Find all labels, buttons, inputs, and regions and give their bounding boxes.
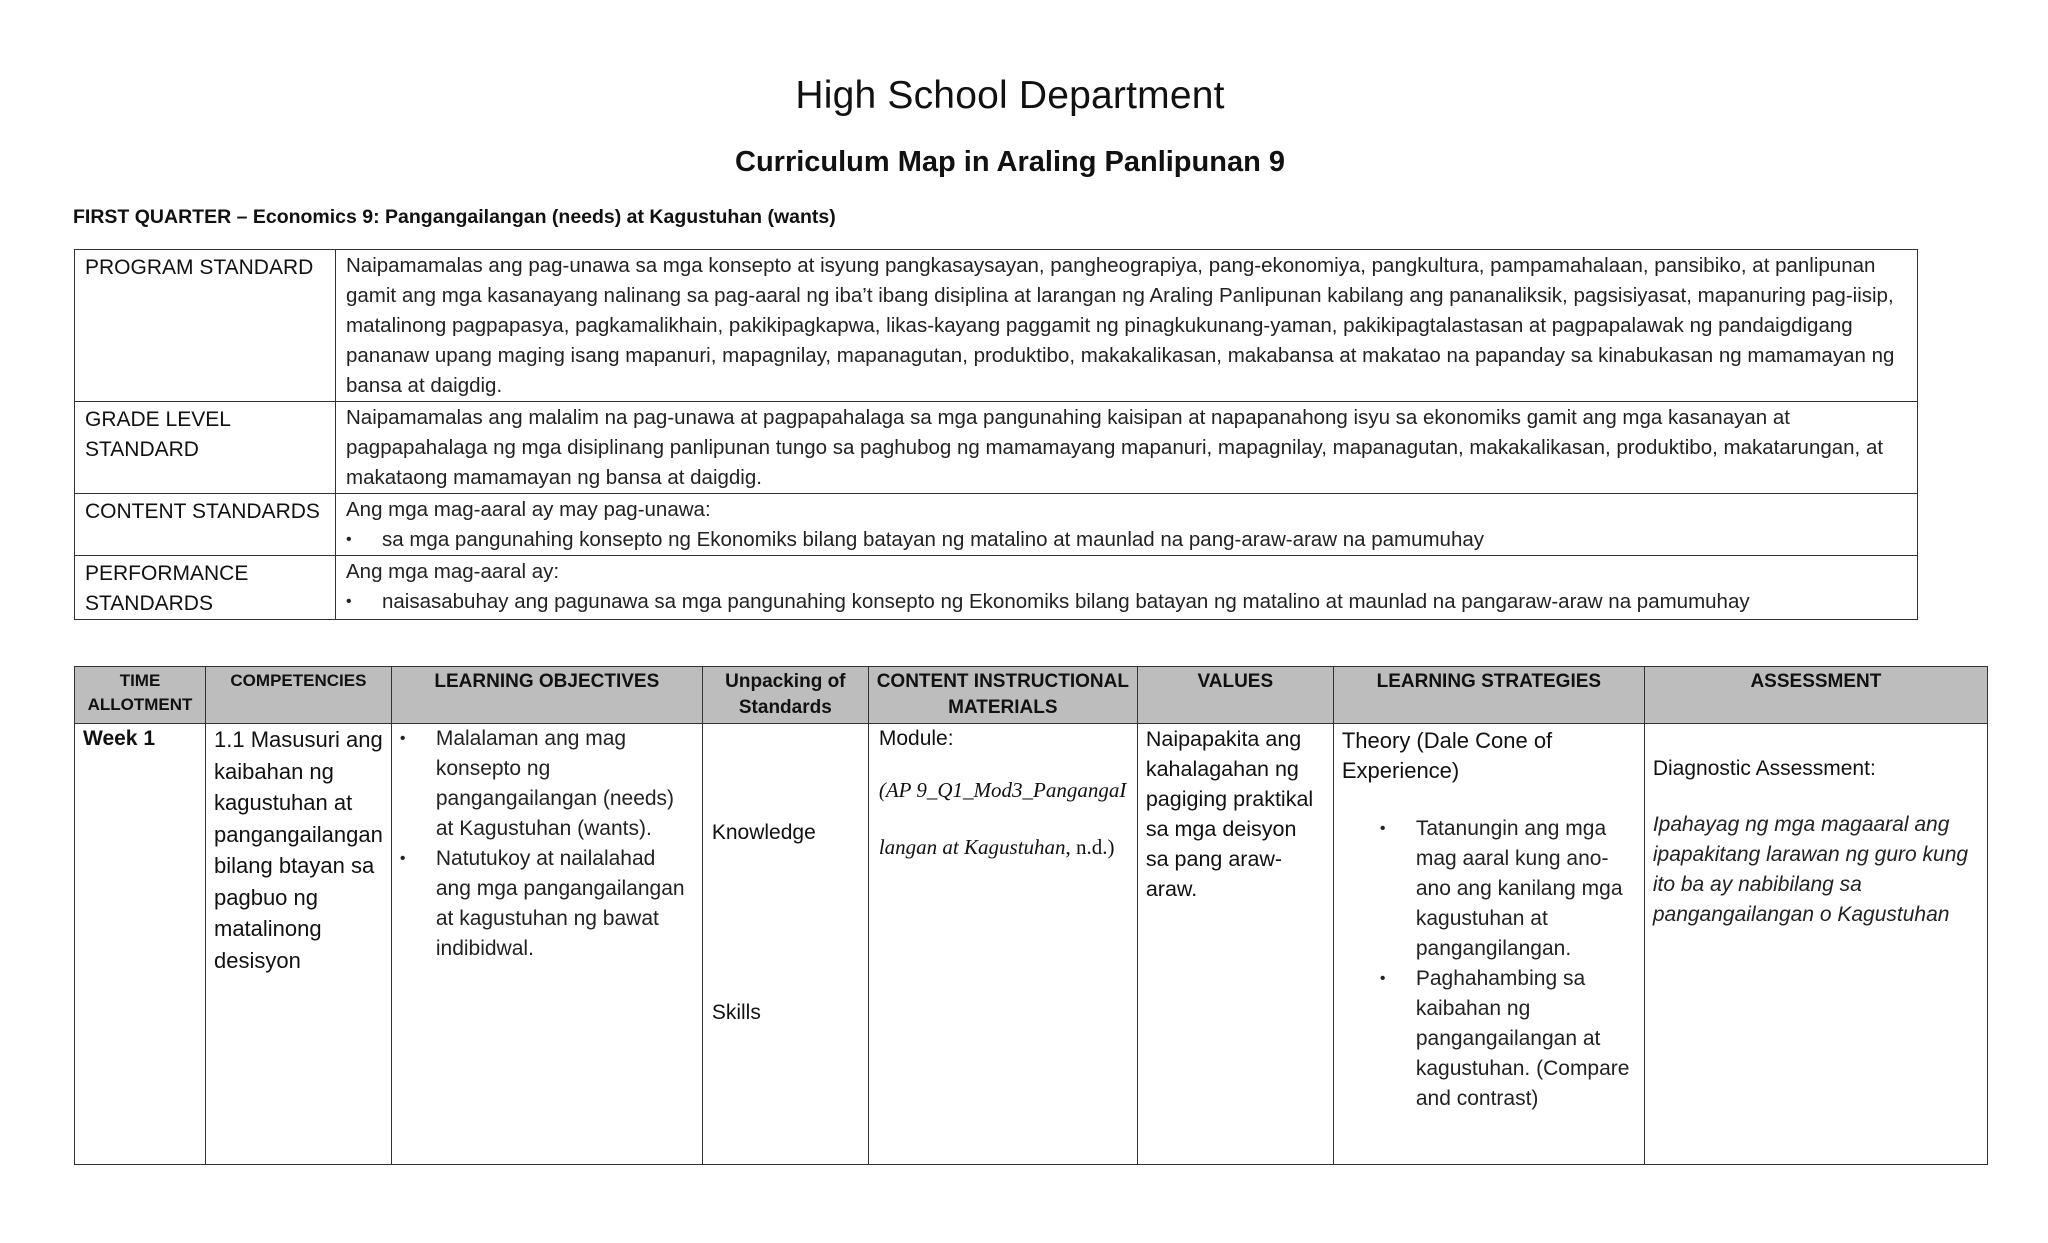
grade-level-standard-row: [75, 402, 1918, 494]
module-reference: [879, 762, 1129, 876]
assessment-cell: [1644, 724, 1987, 1165]
values-cell: Naipapakita ang kahalagahan ng pagiging praktikal sa mga deisyon sa pang araw-araw.: [1137, 724, 1333, 1165]
header-learning-objectives: LEARNING OBJECTIVES: [391, 667, 702, 724]
program-standard-text: Naipamamalas ang pag-unawa sa mga konsepto at isyung pangkasaysayan, pangheograpiya, pang-ekonomiya, pangkultura, pampamahalaan, pansibiko, at panlipunan gamit ang mga kasanayang nalinang sa pag-aaral ng iba’t ibang disiplina at larangan ng Araling Panlipunan kabilang ang pananaliksik, pagsisiyasat, mapanuring pag-iisip, matalinong pagpapasya, pagkamalikhain, pakikipagkapwa, likas-kayang paggamit ng pinagkukunang-yaman, pakikipagtalastasan at pagpapalawak ng pandaigdigang pananaw upang maging isang mapanuri, mapagnilay, mapanagutan, produktibo, makakalikasan, makabansa at makatao na papanday sa kinabukasan ng mamamayan ng bansa at daigdig.: [336, 250, 1918, 402]
strategy-text: Tatanungin ang mga mag aaral kung ano-ano ang kanilang mga kagustuhan at pangangilangan.: [1415, 817, 1623, 960]
unpacking-knowledge: Knowledge: [711, 821, 816, 844]
header-learning-strategies: LEARNING STRATEGIES: [1333, 667, 1644, 724]
content-standards-bullet: sa mga pangunahing konsepto ng Ekonomiks bilang batayan ng matalino at maunlad na pang-araw-araw na pamumuhay: [382, 528, 1485, 551]
materials-cell: [868, 724, 1137, 1165]
performance-standards-intro: Ang mga mag-aaral ay:: [346, 560, 560, 583]
performance-standards-bullet: naisasabuhay ang pagunawa sa mga pangunahing konsepto ng Ekonomiks bilang batayan ng matalino at maunlad na pangaraw-araw na pamumuhay: [382, 590, 1750, 613]
strategy-list: [1342, 814, 1636, 1114]
assessment-title: Diagnostic Assessment:: [1652, 757, 1876, 780]
table-row: [75, 724, 1988, 1165]
learning-strategies-cell: [1333, 724, 1644, 1165]
module-reference-date: , n.d.): [1065, 835, 1115, 859]
list-item: [1380, 814, 1636, 964]
module-reference-title: (AP 9_Q1_Mod3_PangangaI langan at Kagustuhan: [878, 778, 1127, 859]
strategy-text: Paghahambing sa kaibahan ng pangangailangan at kagustuhan. (Compare and contrast): [1415, 967, 1630, 1110]
header-values: VALUES: [1137, 667, 1333, 724]
standards-table: [74, 249, 1918, 620]
page-title: High School Department: [795, 74, 1225, 117]
assessment-description: Ipahayag ng mga magaaral ang ipapakitang larawan ng guro kung ito ba ay nabibilang sa pangangailangan o Kagustuhan: [1652, 813, 1969, 926]
objective-text: Malalaman ang mag konsepto ng pangangailangan (needs) at Kagustuhan (wants).: [435, 727, 675, 840]
performance-standards-row: [75, 556, 1918, 620]
content-standards-row: [75, 494, 1918, 556]
unpacking-cell: [702, 724, 868, 1165]
content-standards-intro: Ang mga mag-aaral ay may pag-unawa:: [346, 498, 711, 521]
list-item: [346, 525, 1907, 555]
grade-level-standard-text: Naipamamalas ang malalim na pag-unawa at pagpapahalaga sa mga pangunahing kaisipan at napapanahong isyu sa ekonomiks gamit ang mga kasanayan at pagpapahalaga ng mga disiplinang panlipunan tungo sa paghubog ng mamamayang mapanuri, mapagnilay, mapanagutan, makakalikasan, produktibo, makatarungan, at makataong mamamayan ng bansa at daigdig.: [336, 402, 1918, 494]
page-subtitle: Curriculum Map in Araling Panlipunan 9: [735, 146, 1285, 178]
content-standards-label: CONTENT STANDARDS: [75, 494, 336, 556]
curriculum-header-row: [75, 667, 1988, 724]
quarter-heading: FIRST QUARTER – Economics 9: Pangangailangan (needs) at Kagustuhan (wants): [73, 206, 836, 228]
time-allotment-cell: Week 1: [75, 724, 206, 1165]
program-standard-row: [75, 250, 1918, 402]
bullet-icon: •: [1379, 820, 1386, 837]
bullet-icon: •: [1379, 970, 1386, 987]
bullet-icon: •: [346, 531, 352, 548]
strategy-theory: Theory (Dale Cone of Experience): [1341, 728, 1553, 783]
list-item: [346, 587, 1907, 617]
header-unpacking-of-standards: Unpacking of Standards: [702, 667, 868, 724]
header-competencies: COMPETENCIES: [206, 667, 392, 724]
program-standard-label: PROGRAM STANDARD: [75, 250, 336, 402]
bullet-icon: •: [399, 730, 406, 747]
content-standards-text: [336, 494, 1918, 556]
performance-standards-text: [336, 556, 1918, 620]
header-time-allotment: TIME ALLOTMENT: [75, 667, 206, 724]
objective-text: Natutukoy at nailalahad ang mga pangangailangan at kagustuhan ng bawat indibidwal.: [435, 847, 685, 960]
grade-level-standard-label: GRADE LEVEL STANDARD: [75, 402, 336, 494]
bullet-icon: •: [346, 593, 352, 610]
list-item: [400, 724, 694, 844]
competency-cell: 1.1 Masusuri ang kaibahan ng kagustuhan at pangangailangan bilang btayan sa pagbuo ng matalinong desisyon: [206, 724, 392, 1165]
module-label: Module:: [878, 727, 954, 750]
performance-standards-label: PERFORMANCE STANDARDS: [75, 556, 336, 620]
unpacking-skills: Skills: [711, 1001, 761, 1024]
bullet-icon: •: [399, 850, 406, 867]
learning-objectives-cell: [391, 724, 702, 1165]
list-item: [400, 844, 694, 964]
list-item: [1380, 964, 1636, 1114]
curriculum-table: [74, 666, 1988, 1165]
header-content-instructional-materials: CONTENT INSTRUCTIONAL MATERIALS: [868, 667, 1137, 724]
header-assessment: ASSESSMENT: [1644, 667, 1987, 724]
